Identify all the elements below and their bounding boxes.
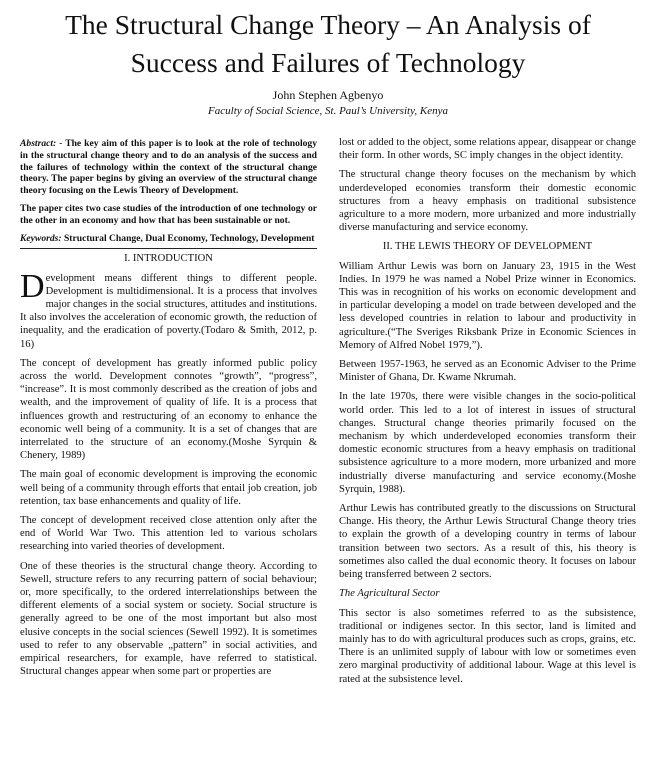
section-heading-introduction: I. INTRODUCTION [124, 253, 213, 265]
section-heading-lewis-theory: II. THE LEWIS THEORY OF DEVELOPMENT [382, 241, 593, 253]
keywords-label: Keywords: [20, 232, 62, 244]
right-paragraph-7: This sector is also sometimes referred to as the subsistence, traditional or indigenes sector. In this sector, land is limited and mainly has to do with agricultural produces such as crops, grains, etc. There is an unlimited supply of labour with low or sometimes even zero marginal productivity of additional labour. Wage at this level is rated at the subsistence level. [339, 607, 636, 685]
intro-paragraph-5: One of these theories is the structural change theory. According to Sewell, structure refers to any recurring pattern of social behaviour; or, more specifically, to the ordered interrelationships between the different elements of a social system or society. Social structure is generally agreed to be one of the most important but also most elusive concepts in the social sciences (Sewell 1992). It is sometimes used to refer to any observable „pattern” in social activities, and empirical researchers, for example, have referred to statistical. Structural changes appear when some part or properties are [20, 560, 317, 678]
abstract [20, 138, 317, 197]
intro-paragraph-2: The concept of development has greatly informed public policy across the world. Development connotes “growth”, “progress”, “increase”. It is most commonly described as the creation of jobs and wealth, and the improvement of quality of life. It is a process that influences growth and restructuring of an economy to enhance the economic well being of a community. It is a set of changes that are interrelated to the structure of an economy.(Moshe Syrquin & Chenery, 1989) [20, 357, 317, 462]
title-line-2: Success and Failures of Technology [130, 47, 526, 78]
drop-cap: D [20, 267, 45, 305]
right-paragraph-3: William Arthur Lewis was born on January 23, 1915 in the West Indies. In 1979 he was named a Nobel Prize winner in Economics. This was in recognition of his works on economic development and in particular developing a model on trade between developed and the less developed countries in relation to labour and productivity in agriculture.(“The Sveriges Riksbank Prize in Economic Sciences in Memory of Alfred Nobel 1979,”). [339, 260, 636, 351]
abstract-text: The key aim of this paper is to look at the role of technology in the structural change theory and to do an analysis of the success and the failures of technology within the context of the structural change theory. The paper begins by giving an overview of the structural change theory focusing on the Lewis Theory of Development. [20, 138, 317, 197]
intro-paragraph-4: The concept of development received close attention only after the end of World War Two. This attention led to various scholars researching into varied theories of development. [20, 515, 317, 553]
right-paragraph-5: In the late 1970s, there were visible changes in the socio-political world order. This led to a lot of interest in issues of structural changes. Structural change theories primarily focused on the mechanism by which underdeveloped economies transform their domestic economic structures from a heavy emphasis on traditional subsistence agriculture to a more modern, more urbanized and more industrially diverse manufacturing and service economy.(Moshe Syrquin, 1988). [339, 391, 636, 495]
paper-title [0, 6, 656, 82]
intro-paragraph-1-text: evelopment means different things to different people. Development is multidimensional. It is a process that involves major changes in the social structures, attitudes and institutions. It also involves the acceleration of economic growth, the reduction of inequality, and the eradication of poverty.(Todaro & Smith, 2012, p. 16) [20, 272, 317, 350]
right-paragraph-6: Arthur Lewis has contributed greatly to the discussions on Structural Change. His theory, the Arthur Lewis Structural Change theory tries to explain the growth of a developing country in terms of labour transition between two sectors. As a result of this, his theory is sometimes also called the dual economic theory. It focuses on labour being transferred between 2 sectors. [339, 503, 636, 581]
author-name: John Stephen Agbenyo [272, 88, 384, 102]
intro-paragraph-3: The main goal of economic development is improving the economic well being of a community through efforts that entail job creation, job retention, tax base enhancements and quality of life. [20, 469, 317, 507]
keywords-text: Structural Change, Dual Economy, Technology, Development [61, 232, 315, 244]
right-paragraph-1: lost or added to the object, some relations appear, disappear or change their form. In other words, SC imply changes in the object identity. [339, 137, 636, 162]
right-column [339, 136, 636, 692]
author-affiliation: Faculty of Social Science, St. Paul’s University, Kenya [208, 105, 448, 117]
right-paragraph-2: The structural change theory focuses on the mechanism by which underdeveloped economies transform their domestic economic structures from a heavy emphasis on traditional subsistence agriculture to a more modern, more urbanized and more industrially diverse manufacturing and service economy. [339, 169, 636, 234]
left-column [20, 138, 317, 684]
abstract-text-2: The paper cites two case studies of the introduction of one technology or the other in an economy and how that has been sustainable or not. [20, 202, 317, 226]
abstract-label: Abstract: - [20, 138, 63, 149]
keywords [20, 233, 317, 245]
subheading-agricultural-sector: The Agricultural Sector [339, 588, 440, 600]
right-paragraph-4: Between 1957-1963, he served as an Economic Adviser to the Prime Minister of Ghana, Dr. Kwame Nkrumah. [339, 359, 636, 384]
intro-paragraph-1 [20, 267, 317, 351]
section-divider [20, 248, 317, 249]
title-line-1: The Structural Change Theory – An Analysis of [65, 9, 591, 40]
